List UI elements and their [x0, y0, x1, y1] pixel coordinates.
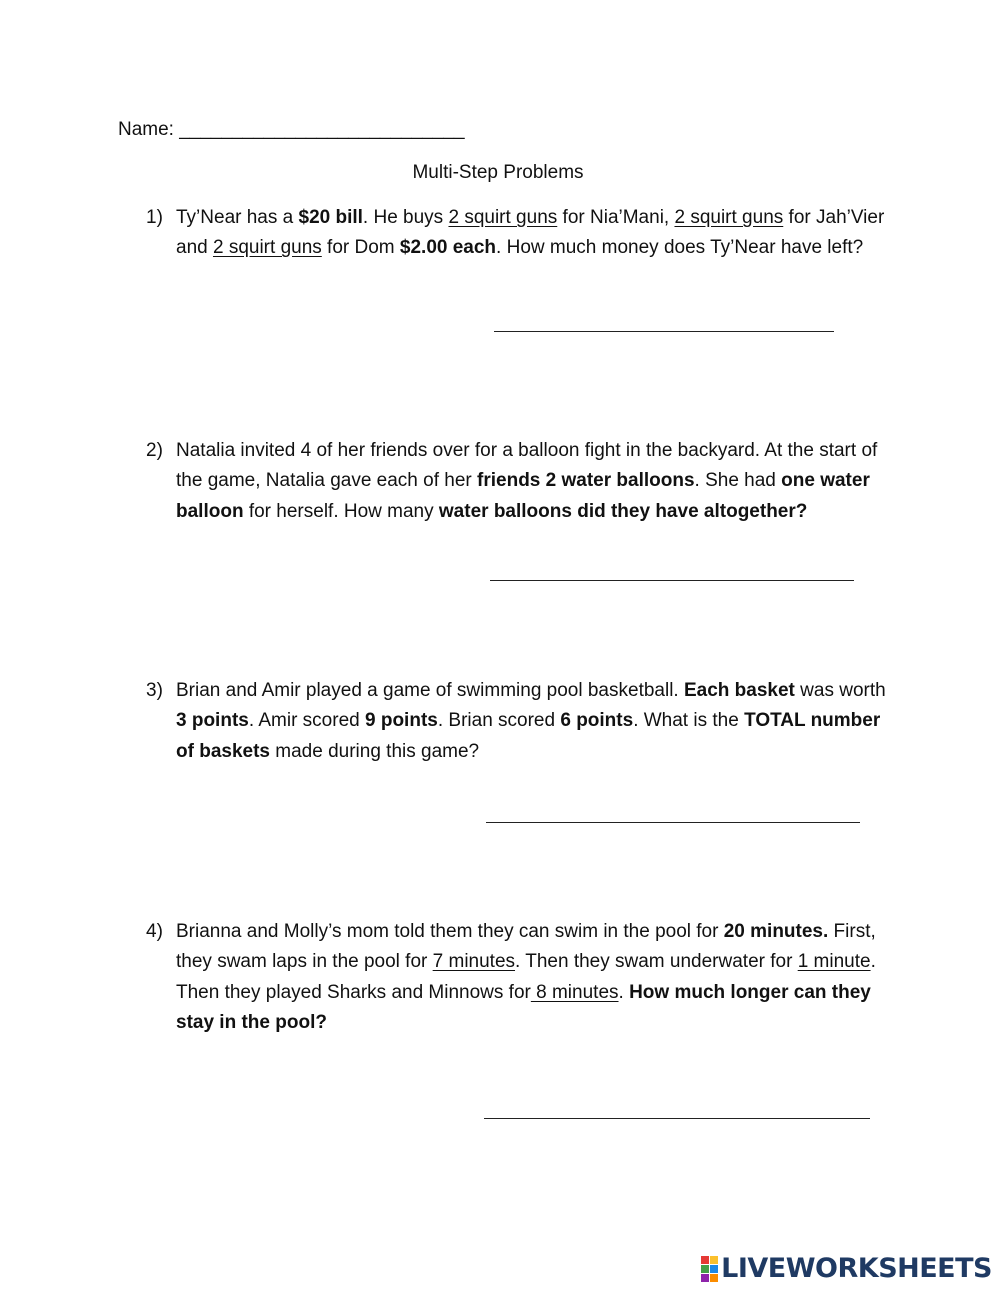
problem-1 [146, 203, 886, 264]
problem-text-segment: . She had [694, 470, 782, 492]
problem-text-segment: TOTAL number of baskets [176, 710, 881, 762]
logo-blocks-icon [701, 1256, 718, 1282]
problem-text-segment: 20 minutes. [723, 921, 829, 942]
problem-text-segment: 2 squirt guns [212, 237, 322, 259]
logo-block [710, 1265, 718, 1273]
problem-text-segment: . [618, 981, 630, 1003]
logo-block [701, 1256, 709, 1264]
problem-text-segment: Each basket [683, 680, 795, 701]
problem-text-segment: 8 minutes [530, 981, 619, 1003]
problem-text-segment: 3 points [176, 710, 249, 732]
problem-text-segment: . He buys [362, 207, 449, 228]
problem-number: 4) [146, 921, 163, 942]
problem-text-segment: one water balloon [176, 470, 870, 522]
problem-text [176, 436, 886, 527]
problem-text-segment: for Nia’Mani, [557, 207, 675, 228]
logo-block [710, 1274, 718, 1282]
problem-text-segment: . How much money does Ty’Near have left? [496, 237, 864, 259]
answer-line-4[interactable] [484, 1118, 870, 1119]
problem-text-segment: 1 minute [797, 951, 871, 973]
problem-text-segment: for herself. How many [243, 500, 439, 522]
problem-text [176, 917, 886, 1038]
problem-text [176, 676, 886, 767]
problem-text-segment: friends 2 water balloons [477, 470, 695, 492]
problem-text-segment: . Amir scored [248, 710, 365, 732]
problem-2 [146, 436, 886, 527]
page-title: Multi-Step Problems [412, 162, 584, 183]
problem-text-segment: Natalia invited 4 of her friends over for a balloon fight in the backyard. At the start of the game, Natalia gave each of her [176, 440, 878, 492]
liveworksheets-logo[interactable] [701, 1253, 992, 1284]
problem-number: 1) [146, 207, 163, 228]
problem-3 [146, 676, 886, 767]
problem-text-segment: . Then they swam underwater for [515, 951, 798, 973]
problem-text-segment: Ty’Near has a [176, 207, 299, 228]
problem-number: 3) [146, 680, 163, 701]
problem-text-segment: was worth [794, 680, 886, 701]
name-field-label: Name: ___________________________ [118, 119, 465, 140]
logo-block [701, 1265, 709, 1273]
problem-text-segment: 9 points [365, 710, 438, 732]
problem-number: 2) [146, 440, 163, 461]
problem-text-segment: 2 squirt guns [448, 207, 558, 228]
problem-text-segment: for Jah’Vier and [176, 207, 885, 259]
problem-text-segment: 2 squirt guns [674, 207, 784, 228]
logo-text: LIVEWORKSHEETS [721, 1253, 992, 1284]
problem-text-segment: made during this game? [269, 740, 480, 762]
problem-text-segment: Brianna and Molly’s mom told them they can swim in the pool for [176, 921, 724, 942]
problem-text-segment: Brian and Amir played a game of swimming pool basketball. [176, 680, 684, 701]
problem-text-segment: . What is the [633, 710, 745, 732]
logo-block [710, 1256, 718, 1264]
answer-line-1[interactable] [494, 331, 834, 332]
problem-text-segment: $20 bill [298, 207, 363, 228]
problem-4 [146, 917, 886, 1038]
answer-line-3[interactable] [486, 822, 860, 823]
problem-text-segment: $2.00 each [399, 237, 497, 259]
problem-text-segment: for Dom [321, 237, 400, 259]
problem-text-segment: 6 points [560, 710, 634, 732]
problem-text-segment: water balloons did they have altogether? [438, 500, 808, 522]
problem-text-segment: . Brian scored [437, 710, 561, 732]
problem-text-segment: . Then they played Sharks and Minnows for [176, 951, 876, 1003]
problem-text [176, 203, 886, 264]
answer-line-2[interactable] [490, 580, 854, 581]
logo-block [701, 1274, 709, 1282]
problem-text-segment: First, they swam laps in the pool for [176, 921, 876, 973]
problem-text-segment: How much longer can they stay in the pool? [176, 981, 871, 1033]
problem-text-segment: 7 minutes [432, 951, 516, 973]
